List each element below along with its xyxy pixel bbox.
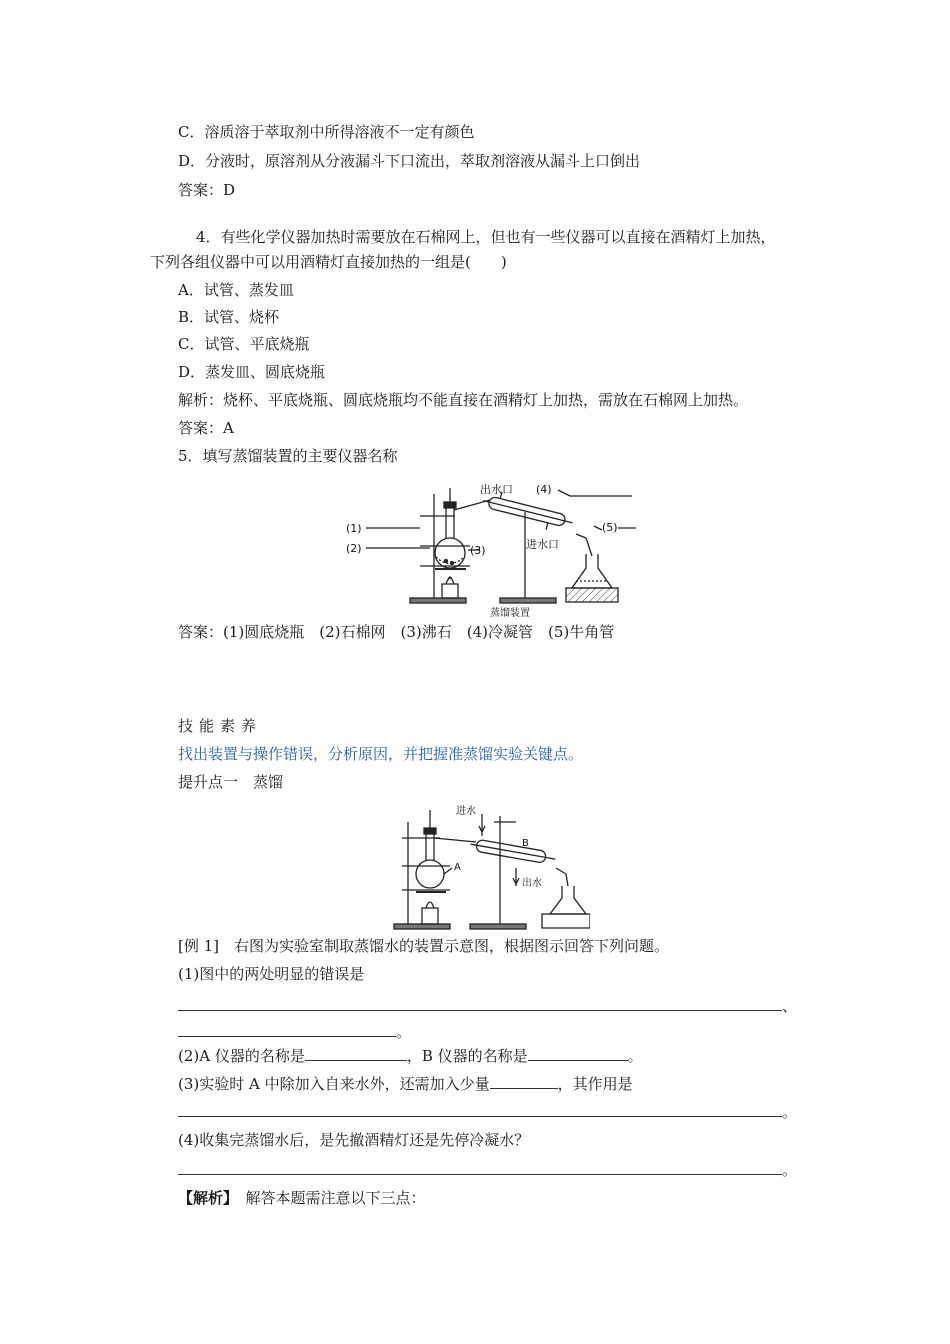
- q4-option-d: D．蒸发皿、圆底烧瓶: [178, 363, 326, 381]
- label-3: (3): [470, 544, 486, 557]
- improvement-point-one: 提升点一 蒸馏: [178, 773, 284, 791]
- example1-q4: (4)收集完蒸馏水后，是先撤酒精灯还是先停冷凝水？: [178, 1131, 530, 1149]
- example1-analysis: [178, 1188, 426, 1208]
- analysis-tag: 【解析】: [178, 1189, 231, 1207]
- label-4: (4): [536, 483, 552, 496]
- example1-q1-blank-row1: [178, 996, 797, 1016]
- q5-answer: 答案：(1)圆底烧瓶 (2)石棉网 (3)沸石 (4)冷凝管 (5)牛角管: [178, 623, 615, 641]
- label-5: (5): [602, 521, 618, 534]
- q4-analysis: 解析：烧杯、平底烧瓶、圆底烧瓶均不能直接在酒精灯上加热，需放在石棉网上加热。: [178, 391, 749, 409]
- example1-q3: [178, 1074, 633, 1094]
- q4-option-b: B．试管、烧杯: [178, 308, 280, 326]
- example1-q3-blank-row: [178, 1102, 797, 1122]
- q3-option-d: D．分液时，原溶剂从分液漏斗下口流出，萃取剂溶液从漏斗上口倒出: [178, 152, 641, 170]
- answer-blank[interactable]: [490, 1074, 558, 1089]
- answer-blank[interactable]: [178, 1022, 396, 1037]
- label-2: (2): [346, 542, 362, 555]
- separator: 、: [782, 997, 798, 1015]
- q4-stem-line2: 下列各组仪器中可以用酒精灯直接加热的一组是( ): [150, 253, 507, 271]
- q5-stem: 5．填写蒸馏装置的主要仪器名称: [178, 447, 398, 465]
- skills-tip: 找出装置与操作错误，分析原因，并把握准蒸馏实验关键点。: [178, 745, 584, 763]
- period: 。: [782, 1161, 798, 1179]
- example1-q4-blank-row: [178, 1160, 797, 1180]
- q2-part-a: (2)A 仪器的名称是: [178, 1047, 305, 1065]
- q3-part-a: (3)实验时 A 中除加入自来水外，还需加入少量: [178, 1075, 490, 1093]
- example1-apparatus-figure: [390, 802, 590, 932]
- period: 。: [627, 1047, 643, 1065]
- period: 。: [782, 1103, 798, 1121]
- label-1: (1): [346, 522, 362, 535]
- instrument-b-label: B: [522, 838, 529, 849]
- answer-blank[interactable]: [305, 1046, 407, 1061]
- distillation-apparatus-figure: [340, 476, 640, 618]
- q3-answer: 答案：D: [178, 181, 236, 199]
- example1-stem: [例 1] 右图为实验室制取蒸馏水的装置示意图，根据图示回答下列问题。: [178, 937, 670, 955]
- example1-q1-blank-row2: [178, 1022, 411, 1042]
- answer-blank[interactable]: [178, 996, 782, 1011]
- water-out-label: 出水: [522, 878, 542, 889]
- answer-blank[interactable]: [178, 1160, 782, 1175]
- answer-blank[interactable]: [178, 1102, 782, 1117]
- q3-option-c: C．溶质溶于萃取剂中所得溶液不一定有颜色: [178, 123, 475, 141]
- q4-answer: 答案：A: [178, 419, 234, 437]
- q4-option-c: C．试管、平底烧瓶: [178, 335, 310, 353]
- q4-option-a: A．试管、蒸发皿: [178, 281, 294, 299]
- answer-blank[interactable]: [528, 1046, 628, 1061]
- period: 。: [396, 1023, 412, 1041]
- analysis-text: 解答本题需注意以下三点：: [230, 1189, 426, 1207]
- q3-part-b: ，其作用是: [557, 1075, 633, 1093]
- q4-stem-line1: 4．有些化学仪器加热时需要放在石棉网上，但也有一些仪器可以直接在酒精灯上加热，: [196, 228, 776, 246]
- skills-heading: 技能素养: [178, 717, 263, 735]
- example1-q1: (1)图中的两处明显的错误是: [178, 965, 365, 983]
- example1-q2: [178, 1046, 643, 1066]
- water-in-label: 进水: [456, 806, 476, 817]
- outlet-label: 出水口: [480, 483, 513, 496]
- instrument-a-label: A: [454, 862, 461, 873]
- q2-part-b: ，B 仪器的名称是: [406, 1047, 528, 1065]
- figure-caption: 蒸馏装置: [490, 608, 530, 618]
- inlet-label: 进水口: [526, 538, 559, 551]
